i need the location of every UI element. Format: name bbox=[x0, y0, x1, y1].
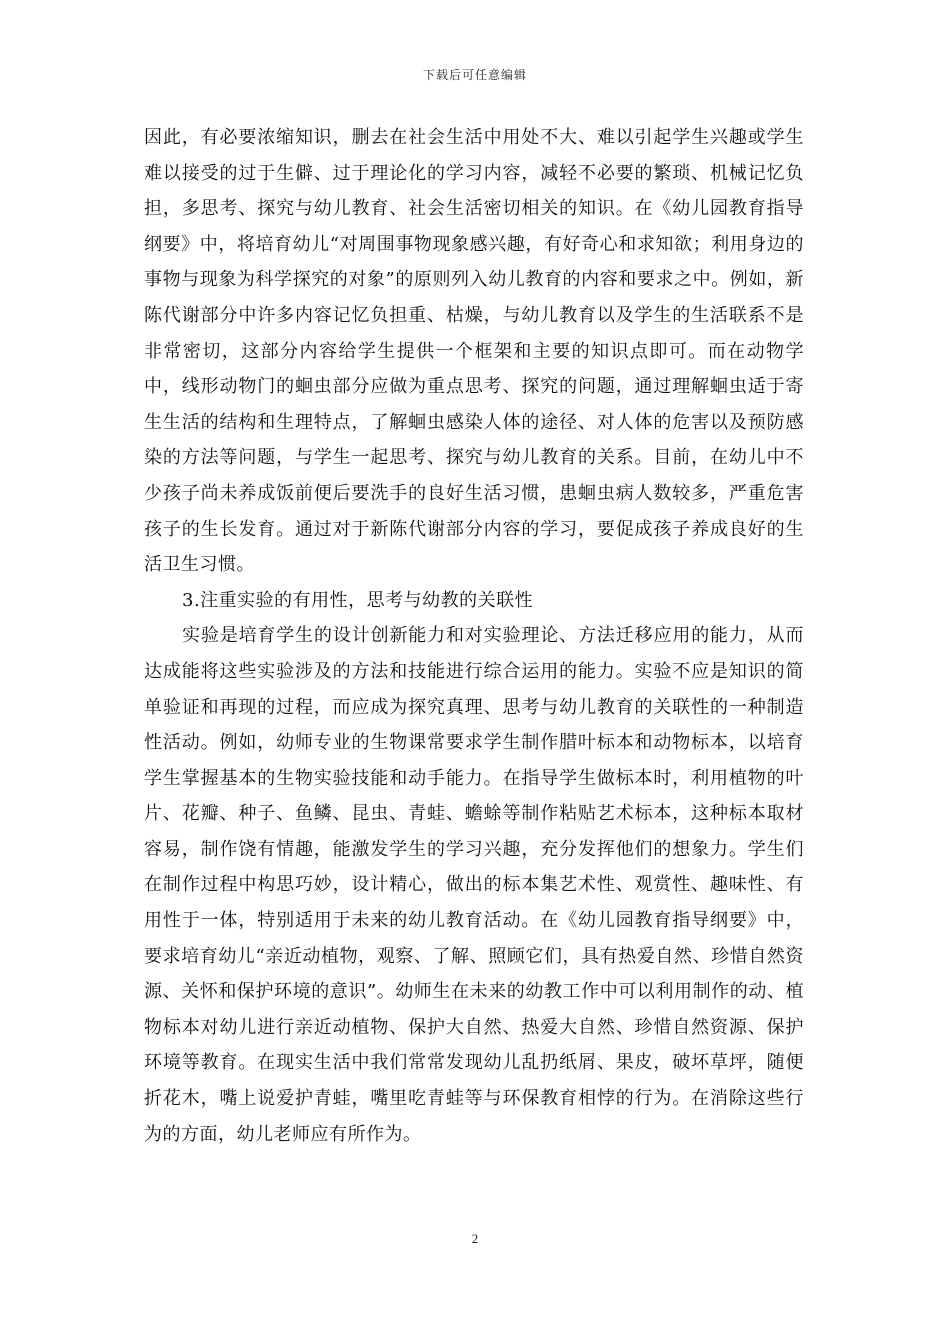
page-header: 下载后可任意编辑 bbox=[422, 68, 527, 82]
paragraph-continuation: 因此，有必要浓缩知识，删去在社会生活中用处不大、难以引起学生兴趣或学生难以接受的过于生僻、过于理论化的学习内容，减轻不必要的繁琐、机械记忆负担，多思考、探究与幼儿教育、社会生活密切相关的知识。在《幼儿园教育指导纲要》中，将培育幼儿“对周围事物现象感兴趣，有好奇心和求知欲；利用身边的事物与现象为科学探究的对象”的原则列入幼儿教育的内容和要求之中。例如，新陈代谢部分中许多内容记忆负担重、枯燥，与幼儿教育以及学生的生活联系不是非常密切，这部分内容给学生提供一个框架和主要的知识点即可。而在动物学中，线形动物门的蛔虫部分应做为重点思考、探究的问题，通过理解蛔虫适于寄生生活的结构和生理特点，了解蛔虫感染人体的途径、对人体的危害以及预防感染的方法等问题，与学生一起思考、探究与幼儿教育的关系。目前，在幼儿中不少孩子尚未养成饭前便后要洗手的良好生活习惯，患蛔虫病人数较多，严重危害孩子的生长发育。通过对于新陈代谢部分内容的学习，要促成孩子养成良好的生活卫生习惯。 bbox=[144, 127, 804, 576]
body-text bbox=[144, 120, 804, 1152]
page-number: 2 bbox=[471, 1231, 479, 1246]
section-heading: 3.注重实验的有用性，思考与幼教的关联性 bbox=[182, 589, 534, 611]
paragraph-experiment: 实验是培育学生的设计创新能力和对实验理论、方法迁移应用的能力，从而达成能将这些实验涉及的方法和技能进行综合运用的能力。实验不应是知识的简单验证和再现的过程，而应成为探究真理、思考与幼儿教育的关联性的一种制造性活动。例如，幼师专业的生物课常要求学生制作腊叶标本和动物标本，以培育学生掌握基本的生物实验技能和动手能力。在指导学生做标本时，利用植物的叶片、花瓣、种子、鱼鳞、昆虫、青蛙、蟾蜍等制作粘贴艺术标本，这种标本取材容易，制作饶有情趣，能激发学生的学习兴趣，充分发挥他们的想象力。学生们在制作过程中构思巧妙，设计精心，做出的标本集艺术性、观赏性、趣味性、有用性于一体，特别适用于未来的幼儿教育活动。在《幼儿园教育指导纲要》中，要求培育幼儿“亲近动植物，观察、了解、照顾它们，具有热爱自然、珍惜自然资源、关怀和保护环境的意识”。幼师生在未来的幼教工作中可以利用制作的动、植物标本对幼儿进行亲近动植物、保护大自然、热爱大自然、珍惜自然资源、保护环境等教育。在现实生活中我们常常发现幼儿乱扔纸屑、果皮，破坏草坪，随便折花木，嘴上说爱护青蛙，嘴里吃青蛙等与环保教育相悖的行为。在消除这些行为的方面，幼儿老师应有所作为。 bbox=[144, 625, 804, 1145]
